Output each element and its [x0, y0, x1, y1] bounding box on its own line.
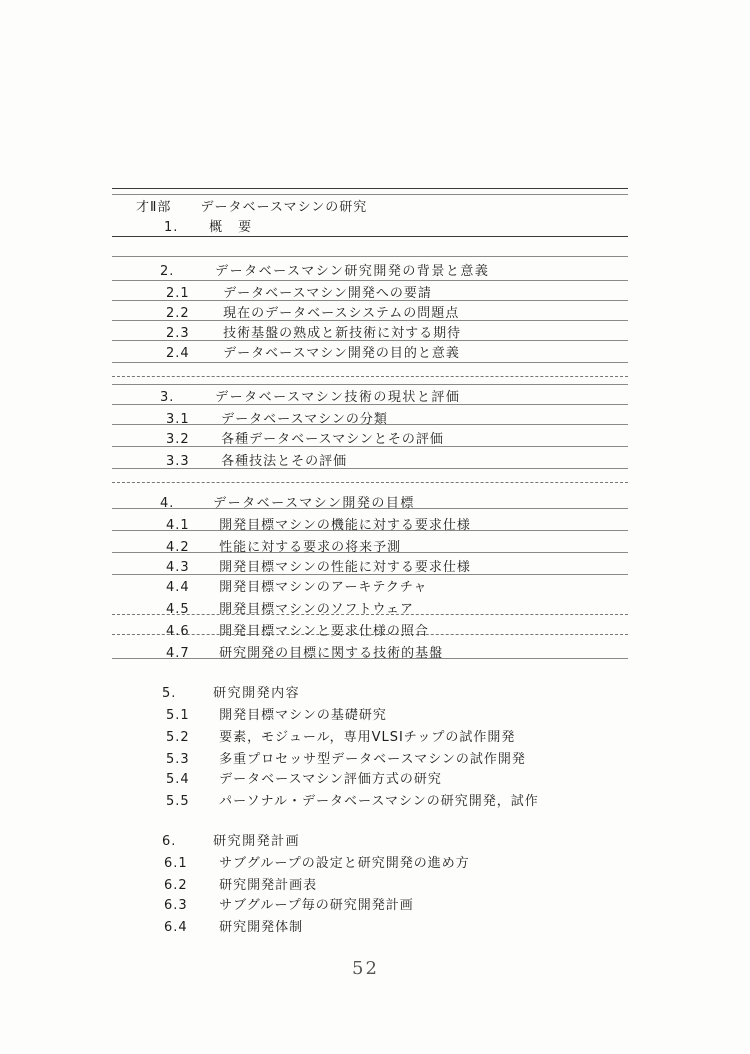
item-title: 要素，モジュール，専用VLSIチップの試作開発 [219, 730, 516, 745]
toc-section-3 [160, 390, 460, 406]
item-number: 5.5 [166, 794, 190, 809]
section-number: 2. [160, 264, 175, 279]
toc-item-3-1 [166, 412, 388, 428]
rule-line [112, 280, 628, 281]
toc-item-5-2 [166, 730, 515, 746]
item-title: 多重プロセッサ型データベースマシンの試作開発 [219, 752, 526, 767]
section-title: 研究開発計画 [213, 834, 301, 849]
item-title: 開発目標マシンの機能に対する要求仕様 [219, 518, 471, 533]
rule-line [112, 256, 628, 257]
item-title: 各種技法とその評価 [221, 454, 348, 469]
toc-item-2-2 [166, 306, 459, 322]
item-number: 6.2 [164, 878, 188, 893]
item-title: サブグループの設定と研究開発の進め方 [219, 856, 470, 871]
rule-line [112, 188, 628, 189]
toc-item-4-1 [166, 518, 471, 534]
item-number: 6.3 [164, 898, 188, 913]
item-number: 5.4 [166, 772, 190, 787]
item-title: 開発目標マシンのアーキテクチャ [219, 580, 428, 595]
item-number: 4.6 [166, 624, 190, 639]
rule-line [112, 384, 628, 385]
toc-section-4 [160, 496, 415, 512]
toc-item-4-5 [166, 602, 414, 618]
section-title: データベースマシン技術の現状と評価 [215, 390, 461, 405]
toc-item-5-1 [166, 708, 387, 724]
toc-section-2 [160, 264, 489, 280]
item-number: 4.1 [166, 518, 190, 533]
item-title: データベースマシンの分類 [221, 412, 388, 427]
rule-line [112, 482, 628, 483]
item-number: 5.2 [166, 730, 190, 745]
item-title: 現在のデータベースシステムの問題点 [223, 306, 460, 321]
item-number: 6.1 [164, 856, 188, 871]
item-title: サブグループ毎の研究開発計画 [219, 898, 414, 913]
item-number: 3.1 [166, 412, 190, 427]
section-number: 4. [160, 496, 175, 511]
item-title: 研究開発の目標に関する技術的基盤 [219, 646, 444, 661]
toc-item-4-4 [166, 580, 428, 596]
toc-item-6-2 [164, 878, 317, 894]
toc-item-4-6 [166, 624, 429, 640]
item-title: データベースマシン評価方式の研究 [219, 772, 442, 787]
item-number: 6.4 [164, 920, 188, 935]
toc-section-5 [162, 686, 300, 702]
toc-item-2-4 [166, 346, 460, 362]
item-number: 2.1 [166, 286, 190, 301]
toc-item-4-7 [166, 646, 443, 662]
item-title: 開発目標マシンのソフトウェア [219, 602, 415, 617]
toc-item-5-3 [166, 752, 526, 768]
item-title: 研究開発体制 [219, 920, 304, 935]
section-number: 1. [164, 220, 179, 235]
item-number: 3.2 [166, 432, 190, 447]
toc-item-4-3 [166, 560, 471, 576]
toc-item-4-2 [166, 540, 401, 556]
toc-item-6-1 [164, 856, 470, 872]
toc-item-2-1 [166, 286, 432, 302]
toc-item-5-4 [166, 772, 442, 788]
item-number: 4.3 [166, 560, 190, 575]
section-number: 3. [160, 390, 175, 405]
item-title: 技術基盤の熟成と新技術に対する期待 [223, 326, 462, 341]
section-title: 研究開発内容 [213, 686, 301, 701]
item-number: 2.4 [166, 346, 190, 361]
item-title: データベースマシン開発への要請 [223, 286, 432, 301]
section-number: 6. [162, 834, 177, 849]
toc-item-3-3 [166, 454, 347, 470]
item-title: 開発目標マシンと要求仕様の照合 [219, 624, 429, 639]
rule-line [112, 376, 628, 377]
section-number: 5. [162, 686, 177, 701]
section-title: データベースマシン研究開発の背景と意義 [215, 264, 490, 279]
item-number: 2.3 [166, 326, 190, 341]
item-title: 開発目標マシンの性能に対する要求仕様 [219, 560, 471, 575]
toc-item-5-5 [166, 794, 539, 810]
item-number: 2.2 [166, 306, 190, 321]
item-number: 3.3 [166, 454, 190, 469]
item-title: データベースマシン開発の目的と意義 [223, 346, 460, 361]
page-number: 52 [352, 958, 379, 979]
toc-item-6-4 [164, 920, 303, 936]
part-heading [136, 200, 367, 216]
toc-item-6-3 [164, 898, 414, 914]
item-title: 性能に対する要求の将来予測 [219, 540, 402, 555]
section-title: データベースマシン開発の目標 [213, 496, 415, 511]
item-number: 5.1 [166, 708, 190, 723]
item-title: 開発目標マシンの基礎研究 [219, 708, 387, 723]
toc-section-6 [162, 834, 300, 850]
part-label: 才Ⅱ部 [136, 200, 172, 215]
toc-item-3-2 [166, 432, 444, 448]
toc-item-2-3 [166, 326, 461, 342]
toc-section-1 [164, 220, 253, 236]
section-title: 概 要 [209, 220, 253, 235]
item-number: 4.7 [166, 646, 190, 661]
item-number: 4.2 [166, 540, 190, 555]
rule-line [112, 236, 628, 237]
item-title: パーソナル・データベースマシンの研究開発，試作 [219, 794, 539, 809]
item-title: 各種データベースマシンとその評価 [221, 432, 444, 447]
rule-line [112, 194, 628, 195]
item-number: 4.5 [166, 602, 190, 617]
rule-line [112, 362, 628, 363]
item-title: 研究開発計画表 [219, 878, 318, 893]
item-number: 4.4 [166, 580, 190, 595]
part-title: データベースマシンの研究 [200, 200, 368, 215]
item-number: 5.3 [166, 752, 190, 767]
